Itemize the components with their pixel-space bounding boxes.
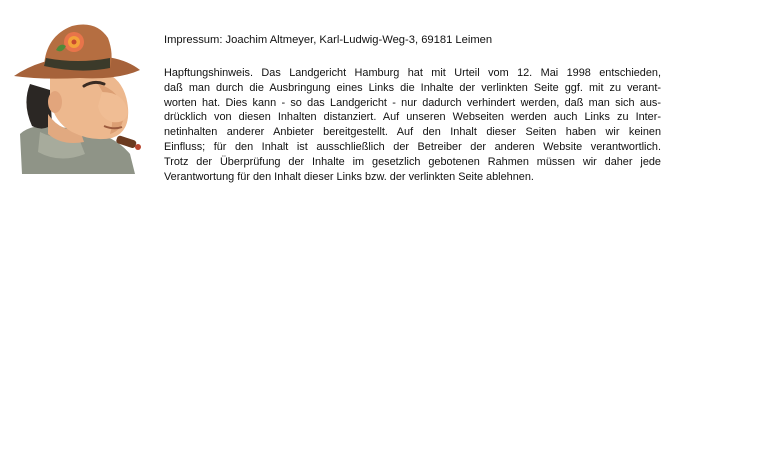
liability-disclaimer bbox=[164, 66, 661, 184]
disclaimer-line: drücklich von diesen Inhalten distanziert. Auf unseren Webseiten werden auch Links zu Inter- bbox=[164, 111, 661, 124]
disclaimer-line: Trotz der Überprüfung der Inhalte im gesetzlich gebotenen Rahmen müssen wir daher jede bbox=[164, 155, 661, 168]
figurine-image bbox=[0, 14, 150, 174]
disclaimer-line: Hapftungshinweis. Das Landgericht Hamburg hat mit Urteil vom 12. Mai 1998 entschieden, bbox=[164, 67, 661, 79]
impressum-line: Impressum: Joachim Altmeyer, Karl-Ludwig-Weg-3, 69181 Leimen bbox=[164, 34, 493, 46]
disclaimer-line: worten hat. Dies kann - so das Landgericht - nur dadurch verhindert werden, daß man sich aus- bbox=[164, 96, 661, 109]
disclaimer-line: Einfluss; für den Inhalt ist ausschließlich der Betreiber der anderen Website verantwortlich. bbox=[164, 140, 661, 153]
disclaimer-line: netinhalten anderer Anbieter bereitgestellt. Auf den Inhalt dieser Seiten haben wir keinen bbox=[164, 126, 661, 139]
disclaimer-line: Verantwortung für den Inhalt dieser Links bzw. der verlinkten Seite ablehnen. bbox=[164, 170, 534, 183]
disclaimer-line: daß man durch die Ausbringung eines Links die Inhalte der verlinkten Seite ggf. mit zu verant- bbox=[164, 81, 661, 94]
